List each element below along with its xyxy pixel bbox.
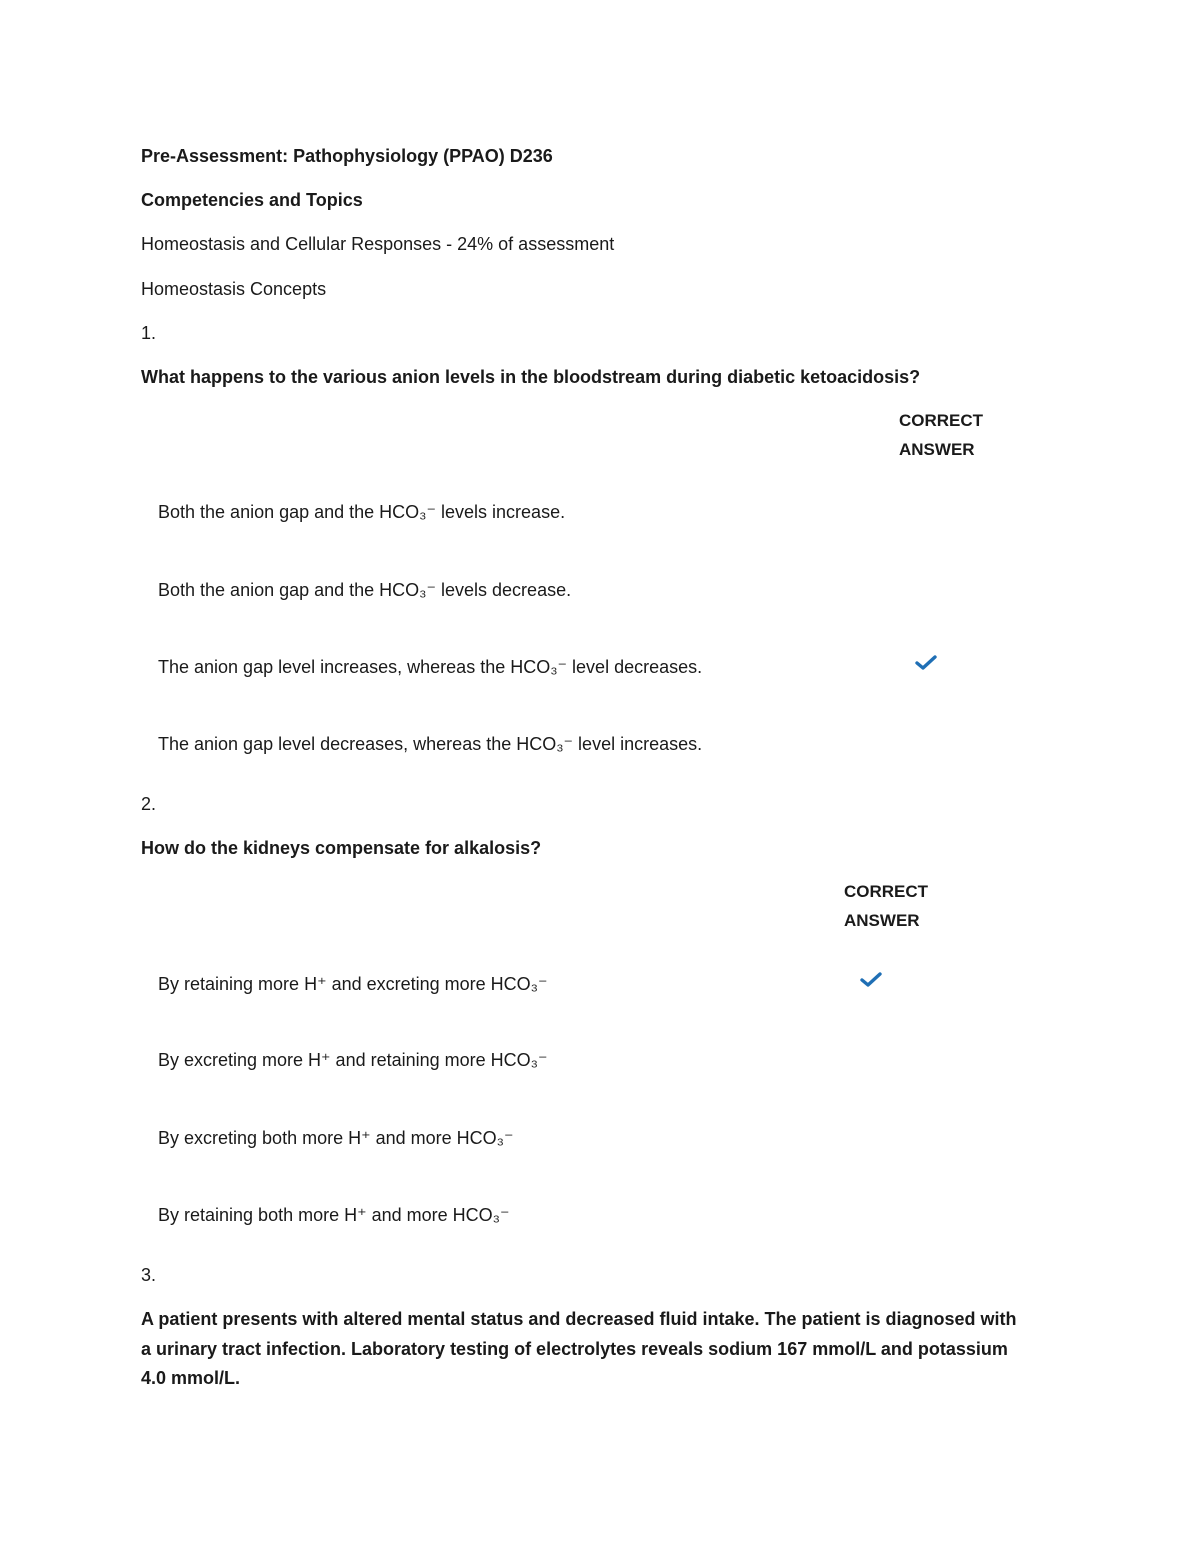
document-title: Pre-Assessment: Pathophysiology (PPAO) D236 bbox=[141, 146, 553, 166]
question-1-option-4: The anion gap level decreases, whereas the HCO₃⁻ level increases. bbox=[158, 734, 703, 754]
question-2-text: How do the kidneys compensate for alkalosis? bbox=[141, 838, 542, 858]
question-1-option-3: The anion gap level increases, whereas the HCO₃⁻ level decreases. bbox=[158, 657, 703, 677]
checkmark-icon bbox=[860, 972, 882, 988]
correct-header-line2: ANSWER bbox=[844, 911, 920, 930]
topic-heading: Homeostasis Concepts bbox=[141, 279, 327, 299]
question-3-text: A patient presents with altered mental status and decreased fluid intake. The patient is diagnosed with a urinary tract infection. Laboratory testing of electrolytes reveals sodium 167 mmol/L and potassium 4.0 mmol/L. bbox=[141, 1309, 1017, 1388]
competencies-heading: Competencies and Topics bbox=[141, 190, 363, 210]
question-2-option-2: By excreting more H⁺ and retaining more HCO₃⁻ bbox=[158, 1050, 548, 1070]
section-heading: Homeostasis and Cellular Responses - 24% of assessment bbox=[141, 234, 615, 254]
question-1-option-1: Both the anion gap and the HCO₃⁻ levels increase. bbox=[158, 502, 566, 522]
question-1-number: 1. bbox=[141, 323, 157, 343]
correct-header-line1: CORRECT bbox=[844, 882, 929, 901]
question-2-correct-answer-header bbox=[844, 877, 928, 935]
question-2-option-3: By excreting both more H⁺ and more HCO₃⁻ bbox=[158, 1128, 514, 1148]
checkmark-icon bbox=[915, 655, 937, 671]
correct-header-line2: ANSWER bbox=[899, 440, 975, 459]
question-2-option-1: By retaining more H⁺ and excreting more HCO₃⁻ bbox=[158, 974, 548, 994]
question-1-correct-answer-header bbox=[899, 406, 983, 464]
question-1-text: What happens to the various anion levels in the bloodstream during diabetic ketoacidosis? bbox=[141, 367, 921, 387]
question-2-option-4: By retaining both more H⁺ and more HCO₃⁻ bbox=[158, 1205, 510, 1225]
question-1-option-2: Both the anion gap and the HCO₃⁻ levels decrease. bbox=[158, 580, 572, 600]
question-3-number: 3. bbox=[141, 1265, 157, 1285]
correct-header-line1: CORRECT bbox=[899, 411, 984, 430]
question-2-number: 2. bbox=[141, 794, 157, 814]
